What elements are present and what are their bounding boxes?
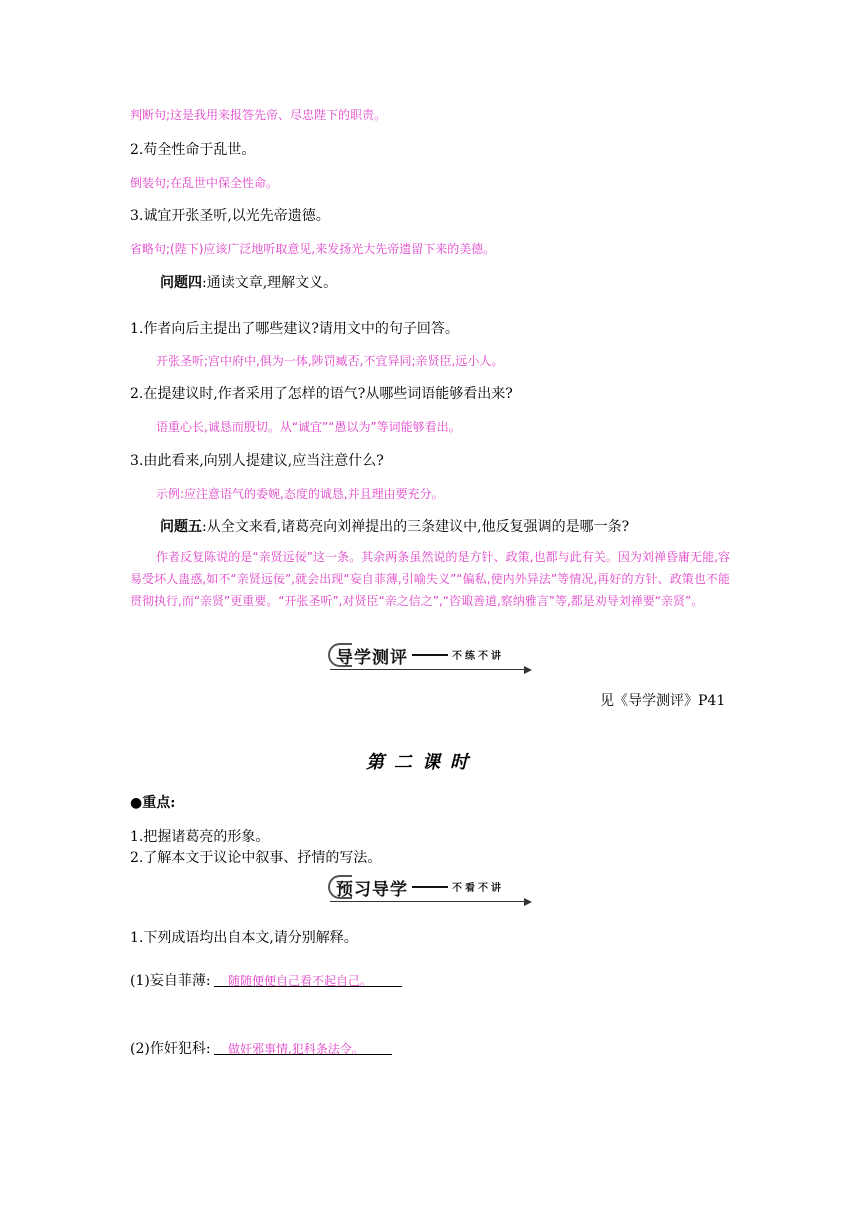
problem-label: 问题五 — [160, 519, 202, 535]
question-text: 2.苟全性命于乱世。 — [130, 142, 256, 158]
section-banner-assessment — [328, 640, 528, 672]
key-point: 1.把握诸葛亮的形象。 — [130, 829, 270, 845]
answer-text: 倒装句;在乱世中保全性命。 — [130, 176, 279, 190]
answer-text: 示例:应注意语气的委婉,态度的诚恳,并且理由要充分。 — [156, 487, 444, 501]
fill-in-item — [130, 970, 211, 990]
answer-text: 语重心长,诚恳而殷切。从“诚宜”“愚以为”等词能够看出。 — [156, 420, 461, 434]
key-point: 2.了解本文于议论中叙事、抒情的写法。 — [130, 850, 382, 866]
banner-underline — [330, 901, 528, 902]
question-text: 1.作者向后主提出了哪些建议?请用文中的句子回答。 — [130, 321, 459, 337]
key-points-label: ●重点: — [130, 795, 176, 811]
banner-dash — [412, 886, 448, 888]
question-text: 3.诚宜开张圣听,以光先帝遗德。 — [130, 208, 330, 224]
banner-arrow-icon — [524, 898, 532, 906]
answer-paragraph: 作者反复陈说的是“亲贤远佞”这一条。其余两条虽然说的是方针、政策,也都与此有关。因为刘禅昏庸无能,容易受坏人蛊惑,如不“亲贤远佞”,就会出现“妄自菲薄,引喻失义”“偏私,使内外异法”等情况,再好的方针、政策也不能贯彻执行,而“亲贤”更重要。“开张圣听”,对贤臣“亲之信之”,“咨诹善道,察纳雅言”等,都是劝导刘禅要“亲贤”。 — [130, 550, 730, 608]
answer-blank — [214, 970, 402, 987]
fill-in-item — [130, 1038, 211, 1058]
problem-label: 问题四 — [160, 275, 202, 291]
answer-text: 省略句;(陛下)应该广泛地听取意见,来发扬光大先帝遗留下来的美德。 — [130, 242, 496, 256]
chapter-title: 第二课时 — [366, 752, 478, 773]
banner-subtitle: 不练不讲 — [452, 651, 504, 662]
problem-four-heading — [160, 272, 337, 292]
answer-text: 开张圣听;宫中府中,俱为一体,陟罚臧否,不宜异同;亲贤臣,远小人。 — [156, 354, 504, 368]
problem-text: :从全文来看,诸葛亮向刘禅提出的三条建议中,他反复强调的是哪一条? — [202, 519, 630, 535]
item-label: (1)妄自菲薄: — [130, 973, 211, 989]
question-text: 2.在提建议时,作者采用了怎样的语气?从哪些词语能够看出来? — [130, 386, 513, 402]
reference-text: 见《导学测评》P41 — [600, 693, 726, 709]
banner-subtitle: 不看不讲 — [452, 883, 504, 894]
problem-text: :通读文章,理解文义。 — [202, 275, 338, 291]
question-text: 3.由此看来,向别人提建议,应当注意什么? — [130, 453, 384, 469]
item-label: (2)作奸犯科: — [130, 1041, 211, 1057]
answer-text: 做奸邪事情,犯科条法令。 — [228, 1042, 364, 1056]
section-banner-preview — [328, 872, 528, 904]
banner-underline — [330, 669, 528, 670]
banner-arrow-icon — [524, 666, 532, 674]
answer-text: 随随便便自己看不起自己。 — [228, 974, 373, 988]
answer-text: 判断句;这是我用来报答先帝、尽忠陛下的职责。 — [130, 108, 387, 122]
problem-five-heading — [160, 516, 629, 536]
banner-title: 预习导学 — [336, 880, 408, 900]
banner-dash — [412, 654, 448, 656]
question-text: 1.下列成语均出自本文,请分别解释。 — [130, 930, 358, 946]
banner-title: 导学测评 — [336, 648, 408, 668]
answer-blank — [214, 1038, 392, 1055]
